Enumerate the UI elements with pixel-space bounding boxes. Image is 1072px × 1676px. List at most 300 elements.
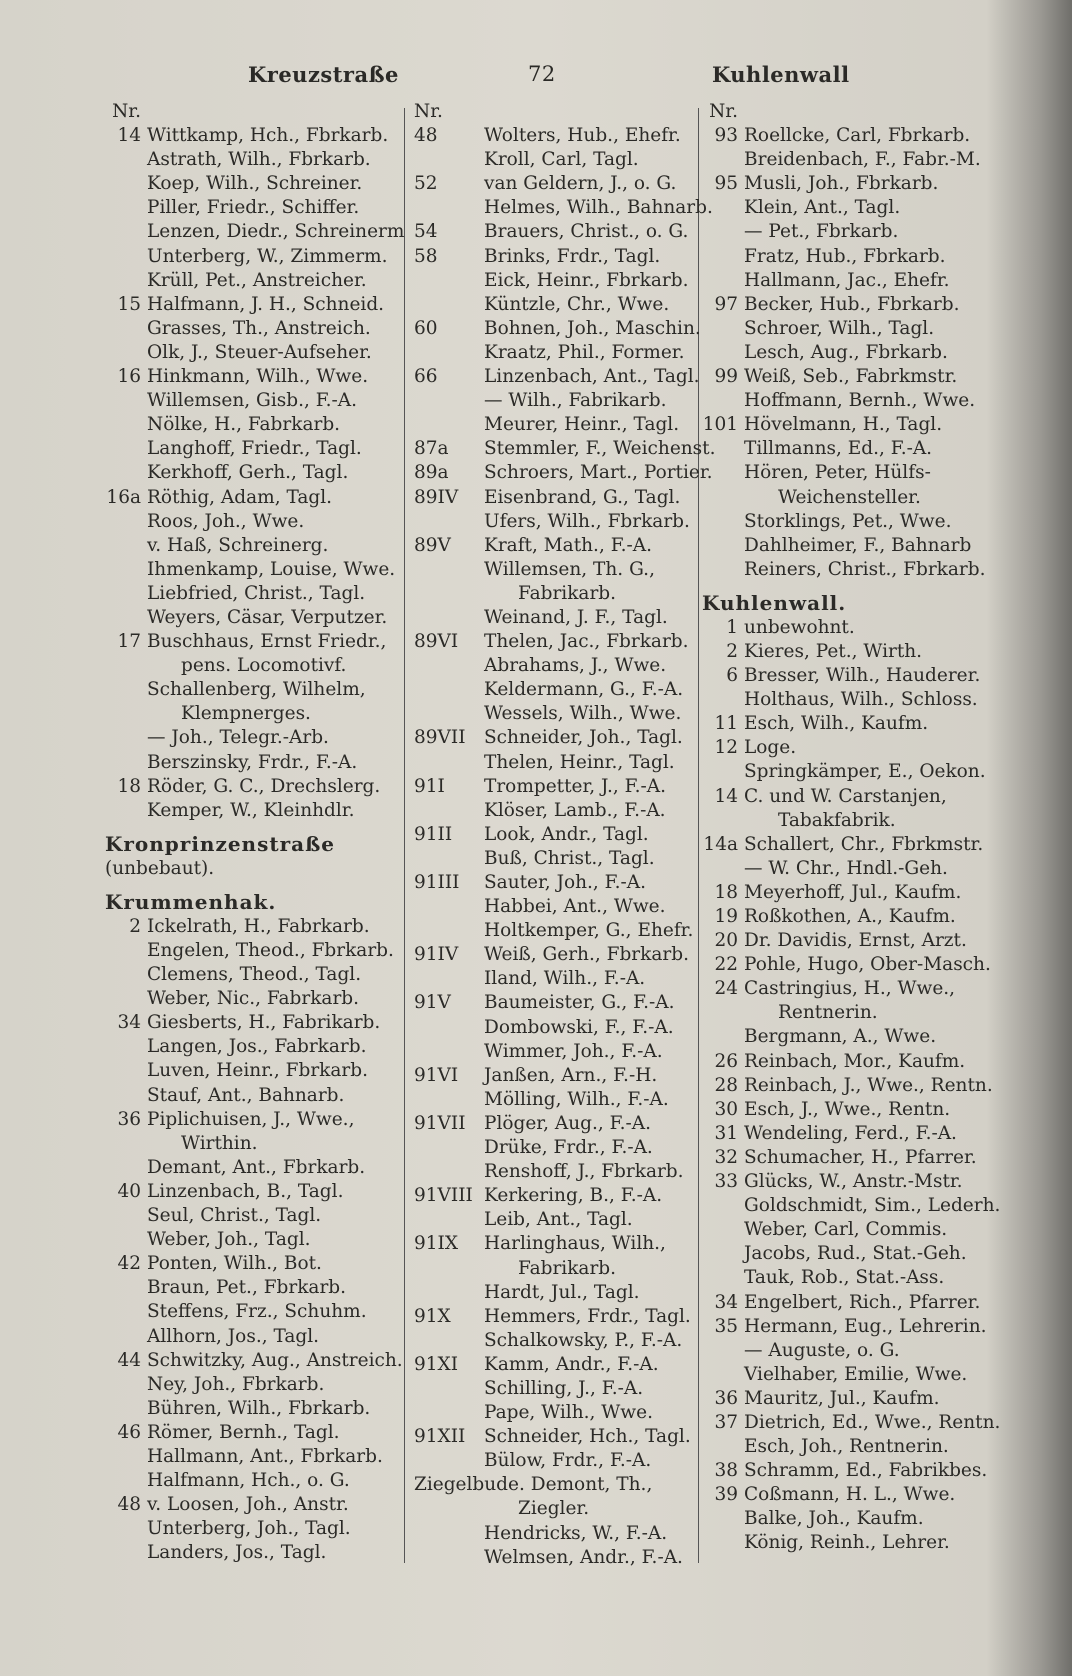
house-number bbox=[410, 1257, 484, 1281]
directory-entry bbox=[105, 220, 403, 244]
house-number bbox=[410, 148, 484, 172]
house-number bbox=[702, 760, 744, 784]
directory-entry bbox=[105, 1325, 403, 1349]
house-number bbox=[702, 245, 744, 269]
house-number bbox=[410, 1040, 484, 1064]
entry-text: Halfmann, Hch., o. G. bbox=[147, 1470, 350, 1492]
directory-entry bbox=[410, 1040, 700, 1064]
directory-entry bbox=[105, 534, 403, 558]
house-number: 54 bbox=[414, 221, 438, 243]
directory-entry bbox=[702, 437, 1002, 461]
entry-text: Dombowski, F., F.-A. bbox=[484, 1016, 674, 1038]
street-heading bbox=[105, 889, 403, 915]
house-number: 2 bbox=[726, 640, 738, 662]
house-number bbox=[410, 1088, 484, 1112]
house-number: 87a bbox=[414, 438, 449, 460]
directory-entry bbox=[105, 1156, 403, 1180]
house-number bbox=[702, 558, 744, 582]
entry-text: Langen, Jos., Fabrkarb. bbox=[147, 1036, 367, 1058]
house-number bbox=[105, 317, 147, 341]
house-number bbox=[702, 1507, 744, 1531]
entry-text: Musli, Joh., Fbrkarb. bbox=[744, 173, 939, 195]
directory-entry bbox=[702, 1194, 1002, 1218]
entry-text: Brinks, Frdr., Tagl. bbox=[484, 245, 661, 267]
directory-entry bbox=[410, 1232, 700, 1256]
house-number bbox=[105, 987, 147, 1011]
directory-entry bbox=[702, 1266, 1002, 1290]
directory-entry bbox=[105, 606, 403, 630]
house-number: 91VII bbox=[414, 1112, 466, 1134]
house-number bbox=[105, 751, 147, 775]
house-number bbox=[105, 582, 147, 606]
entry-text: Baumeister, G., F.-A. bbox=[484, 992, 675, 1014]
house-number bbox=[410, 510, 484, 534]
directory-entry bbox=[702, 1315, 1002, 1339]
entry-text: Landers, Jos., Tagl. bbox=[147, 1542, 327, 1564]
entry-text: Buschhaus, Ernst Friedr., bbox=[147, 631, 387, 653]
house-number bbox=[702, 220, 744, 244]
entry-text: Weber, Joh., Tagl. bbox=[147, 1229, 311, 1251]
entry-text: Reiners, Christ., Fbrkarb. bbox=[744, 558, 986, 580]
entry-text: Eisenbrand, G., Tagl. bbox=[484, 486, 681, 508]
entry-text: Kuhlenwall. bbox=[702, 590, 847, 615]
directory-entry bbox=[410, 1305, 700, 1329]
house-number bbox=[410, 1160, 484, 1184]
directory-entry bbox=[410, 943, 700, 967]
directory-entry bbox=[105, 196, 403, 220]
entry-text: Weinand, J. F., Tagl. bbox=[484, 606, 668, 628]
directory-entry bbox=[105, 100, 403, 124]
entry-text: Iland, Wilh., F.-A. bbox=[484, 968, 646, 990]
directory-entry bbox=[702, 245, 1002, 269]
house-number: 39 bbox=[714, 1484, 738, 1506]
entry-text: Hallmann, Jac., Ehefr. bbox=[744, 269, 950, 291]
house-number bbox=[410, 341, 484, 365]
house-number bbox=[105, 172, 147, 196]
house-number: 89a bbox=[414, 462, 449, 484]
directory-entry bbox=[105, 799, 403, 823]
entry-text: Weichensteller. bbox=[778, 486, 921, 508]
entry-text: Abrahams, J., Wwe. bbox=[484, 655, 667, 677]
entry-text: Langhoff, Friedr., Tagl. bbox=[147, 438, 362, 460]
house-number: 38 bbox=[714, 1460, 738, 1482]
directory-entry bbox=[702, 389, 1002, 413]
house-number: 17 bbox=[117, 631, 141, 653]
entry-text: Holtkemper, G., Ehefr. bbox=[484, 920, 694, 942]
directory-column-2 bbox=[410, 100, 716, 1570]
entry-text: Ufers, Wilh., Fbrkarb. bbox=[484, 510, 690, 532]
house-number: Nr. bbox=[112, 101, 141, 122]
house-number bbox=[105, 196, 147, 220]
entry-text: Steffens, Frz., Schuhm. bbox=[147, 1301, 367, 1323]
house-number bbox=[410, 558, 484, 582]
entry-text bbox=[744, 100, 1002, 124]
entry-text: Harlinghaus, Wilh., bbox=[484, 1233, 666, 1255]
entry-text: Halfmann, J. H., Schneid. bbox=[147, 293, 385, 315]
entry-text: Plöger, Aug., F.-A. bbox=[484, 1112, 651, 1134]
entry-text: Goldschmidt, Sim., Lederh. bbox=[744, 1195, 1001, 1217]
entry-text: Janßen, Arn., F.-H. bbox=[484, 1064, 658, 1086]
directory-entry bbox=[702, 1025, 1002, 1049]
entry-text: Grasses, Th., Anstreich. bbox=[147, 317, 371, 339]
directory-entry bbox=[410, 726, 700, 750]
entry-text: Look, Andr., Tagl. bbox=[484, 823, 649, 845]
house-number bbox=[105, 148, 147, 172]
house-number bbox=[105, 1541, 147, 1565]
house-number bbox=[702, 1218, 744, 1242]
directory-entry bbox=[702, 1170, 1002, 1194]
directory-entry bbox=[410, 1353, 700, 1377]
directory-entry bbox=[702, 1122, 1002, 1146]
entry-text: Unterberg, Joh., Tagl. bbox=[147, 1518, 351, 1540]
directory-entry bbox=[410, 124, 700, 148]
directory-entry bbox=[105, 678, 403, 702]
house-number bbox=[410, 1377, 484, 1401]
entry-text: Willemsen, Gisb., F.-A. bbox=[147, 390, 358, 412]
house-number: 91VIII bbox=[414, 1185, 473, 1207]
directory-entry bbox=[702, 857, 1002, 881]
street-heading bbox=[105, 831, 403, 857]
entry-text: Bergmann, A., Wwe. bbox=[744, 1026, 937, 1048]
directory-entry bbox=[105, 124, 403, 148]
directory-entry bbox=[410, 269, 700, 293]
house-number bbox=[410, 1546, 484, 1570]
directory-entry bbox=[702, 1507, 1002, 1531]
entry-text: Pohle, Hugo, Ober-Masch. bbox=[744, 954, 991, 976]
directory-entry bbox=[105, 1469, 403, 1493]
entry-text: Dahlheimer, F., Bahnarb bbox=[744, 534, 972, 556]
entry-text: Trompetter, J., F.-A. bbox=[484, 775, 666, 797]
house-number bbox=[410, 1522, 484, 1546]
entry-text: Balke, Joh., Kaufm. bbox=[744, 1508, 924, 1530]
house-number: 14 bbox=[117, 125, 141, 147]
house-number bbox=[702, 857, 744, 881]
directory-entry bbox=[410, 1016, 700, 1040]
entry-text: Fratz, Hub., Fbrkarb. bbox=[744, 245, 946, 267]
house-number bbox=[702, 148, 744, 172]
entry-text: Schramm, Ed., Fabrikbes. bbox=[744, 1460, 988, 1482]
directory-entry bbox=[410, 461, 713, 485]
entry-text: Schroers, Mart., Portier. bbox=[484, 462, 713, 484]
house-number: 37 bbox=[714, 1411, 738, 1433]
entry-text: Roellcke, Carl, Fbrkarb. bbox=[744, 125, 971, 147]
entry-text: Fabrikarb. bbox=[518, 1257, 617, 1279]
entry-text: Ponten, Wilh., Bot. bbox=[147, 1253, 322, 1275]
directory-entry bbox=[410, 967, 700, 991]
directory-column-3 bbox=[702, 100, 1002, 1556]
directory-entry bbox=[105, 1493, 403, 1517]
house-number bbox=[105, 341, 147, 365]
house-number: 66 bbox=[414, 366, 438, 388]
entry-text: — Pet., Fbrkarb. bbox=[744, 221, 899, 243]
entry-text: Koep, Wilh., Schreiner. bbox=[147, 173, 363, 195]
house-number bbox=[702, 269, 744, 293]
house-number: 52 bbox=[414, 173, 438, 195]
house-number bbox=[702, 1531, 744, 1555]
directory-entry bbox=[105, 1252, 403, 1276]
house-number: 48 bbox=[117, 1494, 141, 1516]
directory-entry bbox=[702, 1483, 1002, 1507]
directory-entry bbox=[105, 915, 403, 939]
house-number bbox=[702, 461, 744, 485]
house-number: 26 bbox=[714, 1050, 738, 1072]
entry-text: Berszinsky, Frdr., F.-A. bbox=[147, 751, 358, 773]
entry-text: Esch, Joh., Rentnerin. bbox=[744, 1436, 949, 1458]
house-number bbox=[702, 389, 744, 413]
house-number: 31 bbox=[714, 1122, 738, 1144]
entry-text: Schneider, Hch., Tagl. bbox=[484, 1426, 691, 1448]
house-number bbox=[105, 1084, 147, 1108]
house-number: 6 bbox=[726, 665, 738, 687]
entry-text: Roßkothen, A., Kaufm. bbox=[744, 906, 956, 927]
directory-entry bbox=[105, 1517, 403, 1541]
house-number bbox=[702, 510, 744, 534]
entry-text: — W. Chr., Hndl.-Geh. bbox=[744, 857, 948, 879]
house-number bbox=[702, 437, 744, 461]
directory-entry bbox=[702, 196, 1002, 220]
house-number bbox=[105, 1228, 147, 1252]
house-number: 11 bbox=[714, 713, 738, 735]
directory-entry bbox=[105, 751, 403, 775]
house-number bbox=[410, 413, 484, 437]
directory-entry bbox=[105, 1373, 403, 1397]
entry-text: v. Haß, Schreinerg. bbox=[147, 534, 329, 556]
house-number bbox=[105, 939, 147, 963]
entry-text: Hallmann, Ant., Fbrkarb. bbox=[147, 1445, 383, 1467]
directory-entry bbox=[702, 1459, 1002, 1483]
directory-entry bbox=[702, 809, 1002, 833]
house-number: 12 bbox=[714, 737, 738, 759]
directory-entry bbox=[105, 1084, 403, 1108]
directory-entry bbox=[410, 919, 700, 943]
entry-text: Sauter, Joh., F.-A. bbox=[484, 872, 647, 893]
house-number bbox=[105, 1373, 147, 1397]
entry-text: Luven, Heinr., Fbrkarb. bbox=[147, 1060, 368, 1082]
directory-entry bbox=[105, 1228, 403, 1252]
house-number: 34 bbox=[117, 1012, 141, 1034]
house-number: 46 bbox=[117, 1421, 141, 1443]
house-number: 91V bbox=[414, 992, 451, 1014]
house-number: 91II bbox=[414, 823, 453, 845]
directory-entry bbox=[105, 317, 403, 341]
entry-text: Stauf, Ant., Bahnarb. bbox=[147, 1084, 345, 1106]
house-number: 91IV bbox=[414, 944, 459, 966]
entry-text: Willemsen, Th. G., bbox=[484, 558, 655, 580]
house-number bbox=[702, 1266, 744, 1290]
house-number bbox=[105, 534, 147, 558]
entry-text: Lenzen, Diedr., Schreinerm bbox=[147, 221, 405, 243]
directory-entry bbox=[702, 760, 1002, 784]
directory-entry bbox=[105, 510, 403, 534]
house-number bbox=[410, 751, 484, 775]
entry-text: Coßmann, H. L., Wwe. bbox=[744, 1484, 956, 1506]
entry-text: Bühren, Wilh., Fbrkarb. bbox=[147, 1397, 371, 1419]
entry-text: Weyers, Cäsar, Verputzer. bbox=[147, 606, 388, 628]
entry-text: Hoffmann, Bernh., Wwe. bbox=[744, 390, 976, 412]
house-number bbox=[105, 726, 147, 750]
entry-text: Kieres, Pet., Wirth. bbox=[744, 640, 923, 662]
directory-entry bbox=[410, 702, 700, 726]
house-number bbox=[410, 847, 484, 871]
house-number bbox=[105, 1276, 147, 1300]
house-number: 93 bbox=[714, 125, 738, 147]
entry-text: Hemmers, Frdr., Tagl. bbox=[484, 1305, 691, 1327]
directory-entry bbox=[702, 1363, 1002, 1387]
house-number bbox=[105, 1469, 147, 1493]
entry-text: Schneider, Joh., Tagl. bbox=[484, 727, 683, 749]
entry-text: Giesberts, H., Fabrikarb. bbox=[147, 1012, 381, 1034]
entry-text: v. Loosen, Joh., Anstr. bbox=[147, 1494, 349, 1516]
directory-entry bbox=[410, 100, 700, 124]
directory-entry bbox=[105, 987, 403, 1011]
entry-text: Thelen, Jac., Fbrkarb. bbox=[484, 631, 689, 653]
directory-entry bbox=[105, 1541, 403, 1565]
house-number: 60 bbox=[414, 317, 438, 339]
directory-entry bbox=[410, 1473, 700, 1497]
entry-text: pens. Locomotivf. bbox=[181, 655, 347, 677]
house-number: 16a bbox=[106, 486, 141, 508]
house-number: Nr. bbox=[414, 101, 443, 122]
directory-entry bbox=[410, 751, 700, 775]
directory-entry bbox=[410, 245, 700, 269]
directory-entry bbox=[410, 847, 700, 871]
house-number bbox=[105, 437, 147, 461]
directory-entry bbox=[105, 1059, 403, 1083]
directory-entry bbox=[410, 775, 700, 799]
house-number bbox=[105, 1035, 147, 1059]
entry-text: Wessels, Wilh., Wwe. bbox=[484, 703, 682, 725]
entry-text: Leib, Ant., Tagl. bbox=[484, 1209, 633, 1231]
entry-text: Klöser, Lamb., F.-A. bbox=[484, 799, 666, 821]
directory-entry bbox=[702, 1218, 1002, 1242]
directory-entry bbox=[702, 269, 1002, 293]
directory-entry bbox=[702, 1435, 1002, 1459]
house-number bbox=[105, 702, 147, 726]
directory-entry bbox=[702, 640, 1002, 664]
entry-text: Piplichuisen, J., Wwe., bbox=[147, 1108, 355, 1130]
directory-entry bbox=[105, 486, 403, 510]
entry-text: Springkämper, E., Oekon. bbox=[744, 761, 986, 783]
house-number bbox=[702, 1001, 744, 1025]
house-number: 15 bbox=[117, 293, 141, 315]
directory-entry bbox=[105, 1108, 403, 1132]
entry-text: Schallenberg, Wilhelm, bbox=[147, 679, 366, 701]
directory-entry bbox=[410, 1257, 700, 1281]
entry-text: Drüke, Frdr., F.-A. bbox=[484, 1137, 653, 1159]
entry-text: Pape, Wilh., Wwe. bbox=[484, 1402, 653, 1424]
house-number: 24 bbox=[714, 978, 738, 1000]
entry-text: Rentnerin. bbox=[778, 1002, 878, 1024]
entry-text: Buß, Christ., Tagl. bbox=[484, 847, 655, 869]
house-number bbox=[410, 919, 484, 943]
directory-entry bbox=[105, 1300, 403, 1324]
directory-entry bbox=[702, 1146, 1002, 1170]
entry-text: Loge. bbox=[744, 737, 797, 759]
entry-text: Kraatz, Phil., Former. bbox=[484, 341, 685, 363]
directory-entry bbox=[105, 1421, 403, 1445]
directory-entry bbox=[410, 341, 700, 365]
directory-entry bbox=[410, 1425, 700, 1449]
house-number bbox=[410, 606, 484, 630]
directory-entry bbox=[702, 785, 1002, 809]
directory-entry bbox=[702, 148, 1002, 172]
entry-text: Kemper, W., Kleinhdlr. bbox=[147, 799, 355, 821]
house-number bbox=[410, 389, 484, 413]
directory-entry bbox=[410, 1160, 700, 1184]
directory-entry bbox=[410, 196, 713, 220]
house-number bbox=[410, 799, 484, 823]
house-number bbox=[105, 1325, 147, 1349]
directory-entry bbox=[702, 1098, 1002, 1122]
entry-text: Dr. Davidis, Ernst, Arzt. bbox=[744, 930, 967, 952]
house-number: 42 bbox=[117, 1253, 141, 1275]
entry-text: Olk, J., Steuer-Aufseher. bbox=[147, 341, 372, 363]
entry-text: Braun, Pet., Fbrkarb. bbox=[147, 1277, 347, 1299]
entry-text: Bülow, Frdr., F.-A. bbox=[484, 1450, 652, 1472]
entry-text: van Geldern, J., o. G. bbox=[484, 173, 677, 195]
directory-entry bbox=[702, 1291, 1002, 1315]
directory-entry bbox=[410, 1497, 700, 1521]
directory-entry bbox=[410, 1546, 700, 1570]
house-number bbox=[105, 269, 147, 293]
directory-entry bbox=[105, 630, 403, 654]
entry-text: Römer, Bernh., Tagl. bbox=[147, 1421, 340, 1443]
entry-text: Thelen, Heinr., Tagl. bbox=[484, 751, 675, 773]
house-number bbox=[410, 967, 484, 991]
entry-text: Reinbach, Mor., Kaufm. bbox=[744, 1050, 966, 1072]
house-number: 44 bbox=[117, 1349, 141, 1371]
entry-text: Klein, Ant., Tagl. bbox=[744, 197, 901, 219]
house-number bbox=[702, 1339, 744, 1363]
entry-text: Röthig, Adam, Tagl. bbox=[147, 486, 333, 508]
house-number bbox=[105, 606, 147, 630]
directory-entry bbox=[702, 510, 1002, 534]
entry-text: Weber, Carl, Commis. bbox=[744, 1219, 948, 1241]
house-number: 14a bbox=[703, 833, 738, 855]
entry-text: Stemmler, F., Weichenst. bbox=[484, 438, 716, 460]
house-number bbox=[105, 1517, 147, 1541]
entry-text: Liebfried, Christ., Tagl. bbox=[147, 582, 366, 604]
entry-text: Dietrich, Ed., Wwe., Rentn. bbox=[744, 1411, 1001, 1433]
entry-text: Breidenbach, F., Fabr.-M. bbox=[744, 149, 981, 171]
house-number: 1 bbox=[726, 616, 738, 638]
entry-text: Wolters, Hub., Ehefr. bbox=[484, 125, 681, 147]
entry-text: Ihmenkamp, Louise, Wwe. bbox=[147, 558, 396, 580]
entry-text: Schwitzky, Aug., Anstreich. bbox=[147, 1349, 403, 1371]
house-number bbox=[702, 809, 744, 833]
directory-entry bbox=[702, 977, 1002, 1001]
house-number: 16 bbox=[117, 366, 141, 388]
entry-text: Ziegelbude. Demont, Th., bbox=[414, 1474, 653, 1496]
directory-entry bbox=[410, 1064, 700, 1088]
directory-entry bbox=[410, 1136, 700, 1160]
directory-entry bbox=[702, 712, 1002, 736]
directory-entry bbox=[702, 1411, 1002, 1435]
directory-entry bbox=[105, 654, 403, 678]
directory-entry bbox=[410, 871, 700, 895]
directory-entry bbox=[410, 220, 700, 244]
directory-entry bbox=[702, 317, 1002, 341]
entry-text: Meurer, Heinr., Tagl. bbox=[484, 414, 680, 436]
directory-entry bbox=[410, 606, 700, 630]
directory-entry bbox=[105, 148, 403, 172]
house-number bbox=[702, 1194, 744, 1218]
directory-entry bbox=[702, 1387, 1002, 1411]
entry-text: C. und W. Carstanjen, bbox=[744, 785, 947, 807]
entry-text: Wimmer, Joh., F.-A. bbox=[484, 1040, 663, 1062]
entry-text: Kamm, Andr., F.-A. bbox=[484, 1353, 659, 1375]
entry-text: Mauritz, Jul., Kaufm. bbox=[744, 1387, 940, 1409]
